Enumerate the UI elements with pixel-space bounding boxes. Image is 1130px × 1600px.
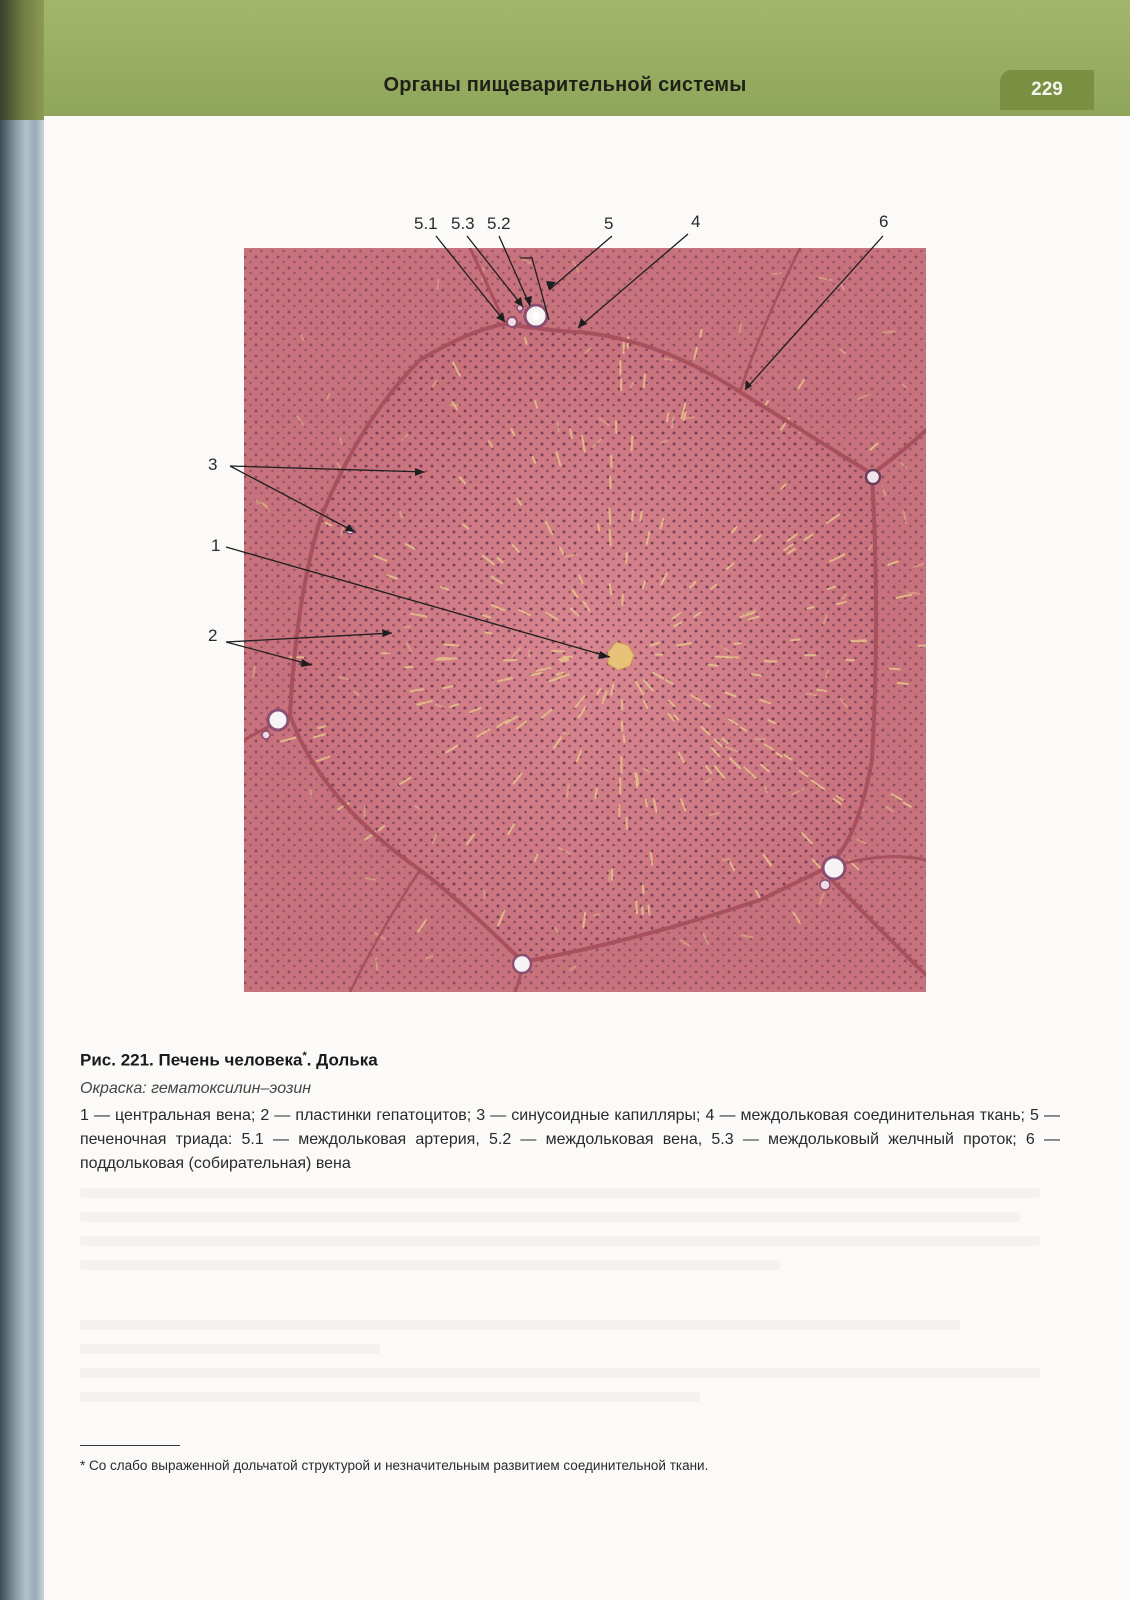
sinusoid-streak [937, 591, 951, 594]
sinusoid-streak [632, 437, 633, 451]
sinusoid-streak [642, 907, 643, 914]
sinusoid-streak [626, 553, 627, 563]
label-3: 3 [208, 455, 218, 474]
bleed-through-text [80, 1236, 1040, 1246]
label-4: 4 [691, 212, 701, 231]
sinusoid-streak [610, 530, 611, 546]
sinusoid-streak [632, 511, 633, 520]
page-number: 229 [1000, 70, 1094, 110]
sinusoid-streak [405, 667, 412, 668]
sinusoid-streak [598, 524, 599, 530]
sinusoid-streak [686, 417, 695, 418]
sinusoid-streak [665, 359, 672, 360]
bleed-through-text [80, 1392, 700, 1402]
figure-caption-stain: Окраска: гематоксилин–эозин [80, 1080, 312, 1097]
bleed-through-text [80, 1368, 1040, 1378]
label-2: 2 [208, 626, 218, 645]
bleed-through-text [80, 1188, 1040, 1198]
sinusoid-streak [622, 595, 623, 605]
label-5-1: 5.1 [414, 214, 438, 233]
footnote-mark: * [302, 1050, 307, 1062]
sinusoid-streak [643, 886, 644, 894]
sinusoid-streak [931, 752, 946, 757]
sinusoid-streak [609, 509, 610, 524]
label-5-2: 5.2 [487, 214, 511, 233]
sinusoid-streak [646, 800, 647, 806]
sinusoid-streak [561, 660, 568, 661]
sinusoid-streak [594, 914, 599, 915]
sinusoid-streak [883, 332, 895, 333]
sinusoid-streak [898, 683, 908, 684]
sinusoid-streak [723, 859, 730, 860]
micrograph [244, 248, 972, 992]
running-title: Органы пищеварительной системы [383, 74, 747, 96]
footnote-rule [80, 1445, 180, 1446]
sinusoid-streak [485, 632, 491, 633]
sinusoid-streak [773, 273, 780, 274]
sinusoid-streak [889, 669, 900, 670]
label-1: 1 [211, 536, 221, 555]
sinusoid-streak [734, 643, 741, 644]
sinusoid-streak [610, 584, 611, 594]
sinusoid-streak [253, 667, 254, 677]
sinusoid-streak [637, 774, 638, 784]
sinusoid-streak [752, 674, 762, 675]
sinusoid-streak [710, 813, 719, 814]
bleed-through-text [80, 1212, 1020, 1222]
sinusoid-streak [636, 901, 637, 913]
sinusoid-streak [437, 280, 438, 289]
sinusoid-streak [649, 906, 650, 915]
sinusoid-streak [563, 733, 570, 734]
sinusoid-streak [610, 477, 611, 489]
bleed-through-text [80, 1344, 380, 1354]
sinusoid-streak [927, 594, 935, 596]
sinusoid-streak [445, 645, 459, 646]
figure-caption-legend: 1 — центральная вена; 2 — пластинки гепатоцитов; 3 — синусоидные капилляры; 4 — междольковая соединительная ткань; 5 — печеночная триада: 5.1 — междольковая артерия, 5.2 — междольковая вена, 5.3 — междольковый желчный проток; 6 — поддольковая (собирательная) вена [80, 1107, 1060, 1172]
sinusoid-streak [640, 512, 641, 521]
sinusoid-streak [644, 374, 645, 387]
sinusoid-streak [791, 640, 799, 641]
sinusoid-streak [552, 651, 564, 652]
figure-caption-title: Рис. 221. Печень человека*. Долька [80, 1050, 378, 1070]
label-5: 5 [604, 214, 614, 233]
sinusoid-streak [558, 423, 559, 431]
label-6: 6 [879, 212, 889, 231]
sinusoid-streak [859, 641, 867, 642]
bleed-through-text [80, 1260, 780, 1270]
bleed-through-text [80, 1320, 960, 1330]
sinusoid-streak [504, 660, 516, 661]
sinusoid-streak [376, 958, 377, 970]
footnote: * Со слабо выраженной дольчатой структурой и незначительным развитием соединительной ткани. [80, 1458, 709, 1473]
sinusoid-streak [709, 665, 718, 666]
sinusoid-streak [765, 661, 777, 662]
label-5-3: 5.3 [451, 214, 475, 233]
sinusoid-streak [559, 659, 569, 660]
